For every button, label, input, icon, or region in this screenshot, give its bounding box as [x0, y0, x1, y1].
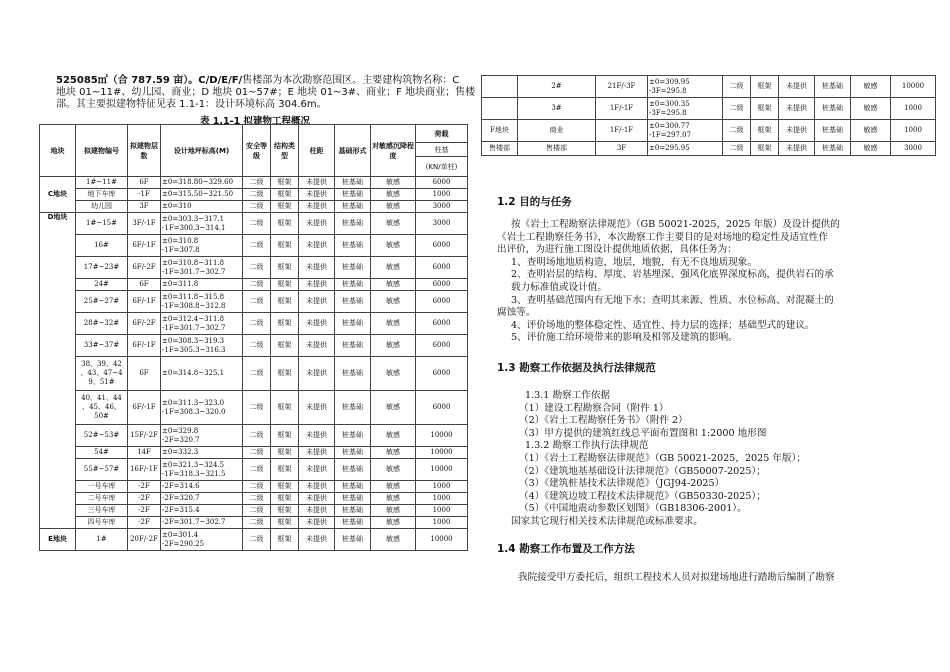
cell-floors: -2F [128, 505, 161, 517]
cell-span: 未提供 [299, 335, 335, 357]
cell-sens: 敏感 [371, 313, 416, 335]
cell-name: 2# [518, 76, 596, 98]
cell-struct: 框架 [751, 98, 779, 120]
cell-name: 三号车库 [76, 505, 128, 517]
cell-floors: -1F [128, 189, 161, 201]
cell-load: 6000 [416, 257, 468, 279]
cell-found: 桩基础 [335, 357, 371, 391]
cell-struct: 框架 [271, 313, 299, 335]
cell-grade: 二级 [243, 447, 271, 459]
cell-span: 未提供 [299, 505, 335, 517]
cell-floors: 6F/-1F [128, 391, 161, 425]
cell-name: 1# [76, 529, 128, 551]
cell-sens: 敏感 [371, 493, 416, 505]
intro-line-1: 售楼部为本次勘察范围区。主要建构筑物名称：C [242, 75, 460, 86]
cell-grade: 二级 [723, 142, 751, 156]
cell-elev: ±0=329.8 -2F=320.7 [161, 425, 243, 447]
cell-struct: 框架 [271, 357, 299, 391]
cell-span: 未提供 [299, 447, 335, 459]
cell-grade: 二级 [243, 291, 271, 313]
cell-struct: 框架 [271, 529, 299, 551]
cell-sens: 敏感 [851, 76, 891, 98]
cell-name: 一号车库 [76, 481, 128, 493]
section-1-2-line: 1、查明场地地质构造，地层，地貌，有无不良地质现象。 [511, 256, 757, 268]
cell-load: 6000 [416, 391, 468, 425]
cell-load: 3000 [416, 213, 468, 235]
cell-found: 桩基础 [335, 213, 371, 235]
section-1-3-line: （2）《建筑地基基础设计法律规范》（GB50007-2025）； [519, 465, 766, 477]
section-1-2-line: 载力标准值或设计值。 [511, 281, 607, 293]
cell-load: 6000 [416, 279, 468, 291]
cell-span: 未提供 [299, 481, 335, 493]
section-1-2-title: 1.2 目的与任务 [497, 196, 572, 208]
cell-grade: 二级 [243, 335, 271, 357]
cell-floors: 1F/-1F [596, 120, 648, 142]
cell-span: 未提供 [299, 529, 335, 551]
cell-sens: 敏感 [851, 120, 891, 142]
table-row [40, 459, 468, 481]
cell-span: 未提供 [779, 76, 815, 98]
cell-sens: 敏感 [371, 235, 416, 257]
table-row [40, 235, 468, 257]
cell-name: 33#~37# [76, 335, 128, 357]
cell-load: 1000 [416, 481, 468, 493]
cell-name: 16# [76, 235, 128, 257]
cell-struct: 框架 [271, 177, 299, 189]
cell-block: E地块 [40, 529, 76, 551]
section-1-3-body [497, 390, 907, 529]
cell-struct: 框架 [271, 291, 299, 313]
cell-found: 桩基础 [815, 120, 851, 142]
cell-load: 6000 [416, 313, 468, 335]
cell-found: 桩基础 [815, 76, 851, 98]
table-row [40, 177, 468, 189]
intro-line-2: 地块 01~11#、幼儿园、商业；D 地块 01~57#；E 地块 01~3#、商业；F 地块商业；售楼 [56, 87, 476, 98]
project-overview-table [39, 124, 468, 551]
table-row [40, 257, 468, 279]
cell-elev: ±0=308.3~319.3 -1F=305.3~316.3 [161, 335, 243, 357]
cell-grade: 二级 [723, 98, 751, 120]
cell-sens: 敏感 [371, 459, 416, 481]
cell-name: 52#~53# [76, 425, 128, 447]
cell-found: 桩基础 [335, 291, 371, 313]
cell-block [482, 98, 518, 120]
cell-elev: ±0=300.77 -1F=297.07 [648, 120, 723, 142]
cell-floors: 16F/-1F [128, 459, 161, 481]
cell-grade: 二级 [243, 279, 271, 291]
table-row [40, 313, 468, 335]
section-1-3-line: （2）《岩土工程勘察任务书》（附件 2） [519, 415, 688, 427]
cell-span: 未提供 [299, 291, 335, 313]
cell-span: 未提供 [299, 313, 335, 335]
cell-elev: ±0=321.3~324.5 -1F=318.3~321.5 [161, 459, 243, 481]
table-row [40, 481, 468, 493]
cell-span: 未提供 [299, 357, 335, 391]
section-1-3-line: （3）甲方提供的建筑红线总平面布置图和 1:2000 地形图 [519, 427, 767, 439]
cell-floors: 3F/-1F [128, 213, 161, 235]
cell-grade: 二级 [243, 189, 271, 201]
table-row [40, 529, 468, 551]
cell-struct: 框架 [271, 505, 299, 517]
cell-found: 桩基础 [335, 335, 371, 357]
section-1-3-line: 国家其它现行相关技术法律规范或标准要求。 [511, 515, 703, 527]
cell-floors: 6F/-2F [128, 313, 161, 335]
cell-struct: 框架 [271, 447, 299, 459]
cell-found: 桩基础 [335, 447, 371, 459]
cell-elev: ±0=295.95 [648, 142, 723, 156]
cell-struct: 框架 [271, 279, 299, 291]
cell-found: 桩基础 [335, 201, 371, 213]
cell-elev: ±0=310.8~311.8 -1F=301.7~302.7 [161, 257, 243, 279]
cell-load: 6000 [416, 177, 468, 189]
cell-elev: ±0=311.3~323.0 -1F=308.3~320.0 [161, 391, 243, 425]
cell-span: 未提供 [299, 201, 335, 213]
cell-name: 54# [76, 447, 128, 459]
cell-floors: 6F/-1F [128, 235, 161, 257]
cell-grade: 二级 [243, 201, 271, 213]
cell-name: 地下车库 [76, 189, 128, 201]
cell-struct: 框架 [271, 493, 299, 505]
cell-span: 未提供 [299, 517, 335, 529]
cell-block: D地块 [40, 213, 76, 529]
cell-name: 售楼部 [518, 142, 596, 156]
cell-grade: 二级 [243, 391, 271, 425]
intro-paragraph [56, 75, 482, 111]
cell-span: 未提供 [779, 98, 815, 120]
cell-load: 6000 [416, 291, 468, 313]
cell-sens: 敏感 [371, 529, 416, 551]
cell-name: 二号车库 [76, 493, 128, 505]
cell-grade: 二级 [243, 257, 271, 279]
cell-load: 10000 [416, 425, 468, 447]
cell-floors: 6F/-2F [128, 257, 161, 279]
section-1-2-line: 3、查明基础范围内有无地下水；查明其来源、性质、水位标高、对混凝土的 [511, 294, 834, 306]
cell-span: 未提供 [779, 120, 815, 142]
cell-floors: 20F/-2F [128, 529, 161, 551]
cell-name: 28#~32# [76, 313, 128, 335]
cell-grade: 二级 [723, 120, 751, 142]
cell-load: 1000 [416, 189, 468, 201]
table-row [40, 447, 468, 459]
cell-found: 桩基础 [335, 257, 371, 279]
cell-span: 未提供 [299, 235, 335, 257]
cell-name: 25#~27# [76, 291, 128, 313]
cell-sens: 敏感 [851, 98, 891, 120]
table-row [40, 335, 468, 357]
cell-span: 未提供 [299, 257, 335, 279]
section-1-2-line: 按《岩土工程勘察法律规范》（GB 50021-2025，2025 年版）及设计提供的 [511, 219, 840, 230]
header-name: 拟建物编号 [76, 125, 128, 177]
cell-name: 1#~11# [76, 177, 128, 189]
cell-load: 10000 [416, 529, 468, 551]
cell-found: 桩基础 [335, 517, 371, 529]
section-1-2-line: 腐蚀等。 [497, 307, 536, 319]
cell-grade: 二级 [243, 357, 271, 391]
cell-struct: 框架 [751, 76, 779, 98]
cell-span: 未提供 [299, 279, 335, 291]
cell-sens: 敏感 [371, 517, 416, 529]
cell-grade: 二级 [243, 493, 271, 505]
cell-found: 桩基础 [815, 142, 851, 156]
cell-name: 商业 [518, 120, 596, 142]
cell-struct: 框架 [271, 391, 299, 425]
cell-block: F地块 [482, 120, 518, 142]
section-1-3-line: 1.3.1 勘察工作依据 [525, 390, 611, 401]
header-sensitivity: 对敏感沉降程度 [371, 125, 416, 177]
cell-span: 未提供 [299, 493, 335, 505]
cell-name: 17#~23# [76, 257, 128, 279]
section-1-2-line: 4、评价场地的整体稳定性、适宜性、持力层的选择；基础型式的建议。 [511, 319, 815, 331]
cell-sens: 敏感 [371, 425, 416, 447]
table-caption: 表 1.1-1 拟建物工程概况 [200, 116, 310, 127]
cell-elev: ±0=301.4 -2F=290.25 [161, 529, 243, 551]
cell-found: 桩基础 [335, 493, 371, 505]
header-structure: 结构类型 [271, 125, 299, 177]
cell-floors: 15F/-2F [128, 425, 161, 447]
cell-elev: -2F=315.4 [161, 505, 243, 517]
cell-load: 10000 [891, 76, 936, 98]
cell-load: 6000 [416, 335, 468, 357]
cell-struct: 框架 [271, 335, 299, 357]
cell-struct: 框架 [751, 120, 779, 142]
cell-grade: 二级 [243, 529, 271, 551]
cell-grade: 二级 [243, 459, 271, 481]
cell-struct: 框架 [271, 459, 299, 481]
cell-load: 3000 [891, 142, 936, 156]
cell-struct: 框架 [271, 189, 299, 201]
cell-elev: ±0=332.3 [161, 447, 243, 459]
cell-elev: ±0=303.3~317.1 -1F=300.3~314.1 [161, 213, 243, 235]
cell-floors: 3F [128, 201, 161, 213]
cell-block: C地块 [40, 177, 76, 213]
cell-sens: 敏感 [371, 213, 416, 235]
header-span: 柱距 [299, 125, 335, 177]
table-row [40, 291, 468, 313]
cell-floors: 6F/-1F [128, 291, 161, 313]
header-grade: 安全等级 [243, 125, 271, 177]
cell-name: 幼儿园 [76, 201, 128, 213]
intro-area: 525085㎡（合 787.59 亩）。C/D/E/F/ [56, 75, 243, 86]
cell-struct: 框架 [271, 425, 299, 447]
cell-sens: 敏感 [371, 279, 416, 291]
cell-elev: ±0=315.50~321.50 [161, 189, 243, 201]
cell-elev: ±0=300.35 -3F=295.8 [648, 98, 723, 120]
cell-found: 桩基础 [335, 313, 371, 335]
cell-floors: 6F [128, 279, 161, 291]
table-row [40, 201, 468, 213]
cell-elev: ±0=310.8 -1F=307.8 [161, 235, 243, 257]
project-overview-table-cont [481, 75, 936, 156]
cell-found: 桩基础 [335, 177, 371, 189]
cell-struct: 框架 [271, 213, 299, 235]
cell-floors: 21F/-3F [596, 76, 648, 98]
cell-found: 桩基础 [335, 459, 371, 481]
cell-elev: ±0=309.95 -3F=295.8 [648, 76, 723, 98]
cell-sens: 敏感 [371, 177, 416, 189]
header-foundation: 基础形式 [335, 125, 371, 177]
cell-load: 3000 [416, 201, 468, 213]
cell-floors: -2F [128, 517, 161, 529]
cell-found: 桩基础 [815, 98, 851, 120]
cell-found: 桩基础 [335, 391, 371, 425]
cell-name: 3# [518, 98, 596, 120]
cell-struct: 框架 [271, 235, 299, 257]
cell-sens: 敏感 [371, 201, 416, 213]
header-load-sub: 柱基 [416, 143, 468, 157]
cell-span: 未提供 [299, 391, 335, 425]
cell-elev: -2F=320.7 [161, 493, 243, 505]
cell-load: 1000 [416, 505, 468, 517]
section-1-2-body [497, 219, 907, 345]
cell-grade: 二级 [243, 517, 271, 529]
section-1-3-line: （4）《建筑边坡工程技术法律规范》（GB50330-2025）； [519, 490, 766, 502]
header-floors: 拟建物层数 [128, 125, 161, 177]
table-row [40, 279, 468, 291]
cell-found: 桩基础 [335, 425, 371, 447]
cell-sens: 敏感 [371, 505, 416, 517]
cell-load: 6000 [416, 357, 468, 391]
table-row [482, 120, 936, 142]
cell-sens: 敏感 [371, 189, 416, 201]
cell-elev: ±0=314.8~325.1 [161, 357, 243, 391]
table-row [482, 76, 936, 98]
cell-name: 38、39、42 、43、47~4 9、51# [76, 357, 128, 391]
cell-struct: 框架 [271, 481, 299, 493]
table-row [40, 357, 468, 391]
cell-elev: ±0=318.80~329.60 [161, 177, 243, 189]
header-load: 荷载 [416, 125, 468, 143]
cell-load: 6000 [416, 235, 468, 257]
cell-elev: ±0=310 [161, 201, 243, 213]
cell-elev: ±0=311.8~315.8 -1F=308.8~312.8 [161, 291, 243, 313]
cell-floors: -2F [128, 493, 161, 505]
cell-floors: 3F [596, 142, 648, 156]
section-1-2-line: 2、查明岩层的结构、厚度、岩基埋深、强风化底界深度标高，提供岩石的承 [511, 269, 834, 281]
cell-block [482, 76, 518, 98]
table-row [40, 391, 468, 425]
section-1-2-line: 《岩土工程勘察任务书》，本次勘察工作主要目的是对场地的稳定性及适宜性作 [497, 231, 828, 243]
cell-sens: 敏感 [371, 335, 416, 357]
cell-sens: 敏感 [371, 357, 416, 391]
cell-elev: ±0=312.4~311.8 -1F=301.7~302.7 [161, 313, 243, 335]
cell-found: 桩基础 [335, 279, 371, 291]
cell-sens: 敏感 [371, 257, 416, 279]
cell-floors: 14F [128, 447, 161, 459]
cell-elev: -2F=314.6 [161, 481, 243, 493]
cell-struct: 框架 [271, 201, 299, 213]
cell-load: 1000 [891, 120, 936, 142]
cell-grade: 二级 [243, 481, 271, 493]
cell-sens: 敏感 [371, 447, 416, 459]
cell-grade: 二级 [243, 313, 271, 335]
cell-elev: -2F=301.7~302.7 [161, 517, 243, 529]
section-1-4-title: 1.4 勘察工作布置及工作方法 [497, 543, 635, 555]
cell-span: 未提供 [299, 213, 335, 235]
cell-found: 桩基础 [335, 505, 371, 517]
table-row [40, 189, 468, 201]
cell-grade: 二级 [243, 235, 271, 257]
section-1-4-line-1: 我院接受甲方委托后，组织工程技术人员对拟建场地进行踏勘后编制了勘察 [518, 572, 835, 583]
header-block: 地块 [40, 125, 76, 177]
cell-name: 55#~57# [76, 459, 128, 481]
section-1-3-line: （1）建设工程勘察合同（附件 1） [519, 402, 669, 414]
cell-found: 桩基础 [335, 481, 371, 493]
section-1-3-line: （5）《中国地震动参数区划图》（GB18306-2001）。 [519, 503, 747, 515]
cell-sens: 敏感 [371, 291, 416, 313]
intro-line-3: 部。其主要拟建物特征见表 1.1-1：设计环境标高 304.6m。 [56, 99, 327, 110]
cell-name: 1#~15# [76, 213, 128, 235]
cell-struct: 框架 [751, 142, 779, 156]
table-row [40, 505, 468, 517]
cell-name: 24# [76, 279, 128, 291]
cell-floors: -2F [128, 481, 161, 493]
header-elevation: 设计地坪标高(M) [161, 125, 243, 177]
cell-floors: 6F/-1F [128, 335, 161, 357]
cell-span: 未提供 [779, 142, 815, 156]
cell-found: 桩基础 [335, 529, 371, 551]
cell-load: 10000 [416, 459, 468, 481]
cell-struct: 框架 [271, 257, 299, 279]
cell-grade: 二级 [243, 505, 271, 517]
cell-sens: 敏感 [371, 481, 416, 493]
cell-span: 未提供 [299, 425, 335, 447]
cell-grade: 二级 [243, 177, 271, 189]
table-row [482, 142, 936, 156]
cell-found: 桩基础 [335, 189, 371, 201]
cell-found: 桩基础 [335, 235, 371, 257]
cell-grade: 二级 [243, 213, 271, 235]
section-1-3-line: （3）《建筑桩基技术法律规范》（JGJ94-2025） [519, 478, 725, 490]
cell-floors: 6F [128, 357, 161, 391]
section-1-2-line: 5、评价施工给环境带来的影响及相邻及建筑的影响。 [511, 332, 738, 344]
cell-elev: ±0=311.8 [161, 279, 243, 291]
section-1-3-line: 1.3.2 勘察工作执行法律规范 [525, 440, 649, 452]
cell-load: 1000 [416, 493, 468, 505]
cell-load: 1000 [891, 98, 936, 120]
cell-sens: 敏感 [851, 142, 891, 156]
table-row [40, 517, 468, 529]
cell-grade: 二级 [243, 425, 271, 447]
cell-load: 1000 [416, 517, 468, 529]
cell-grade: 二级 [723, 76, 751, 98]
table-row [40, 213, 468, 235]
cell-span: 未提供 [299, 459, 335, 481]
cell-floors: 1F/-1F [596, 98, 648, 120]
table-row [482, 98, 936, 120]
section-1-3-title: 1.3 勘察工作依据及执行法律规范 [497, 362, 656, 374]
section-1-2-line: 出评价，为进行施工图设计提供地质依据，具体任务为： [497, 244, 737, 256]
header-load-unit: (KN/单柱) [416, 157, 468, 177]
cell-floors: 6F [128, 177, 161, 189]
cell-sens: 敏感 [371, 391, 416, 425]
section-1-3-line: （1）《岩土工程勘察法律规范》（GB 50021-2025，2025 年版）； [519, 452, 806, 464]
cell-struct: 框架 [271, 517, 299, 529]
table-row [40, 425, 468, 447]
table-row [40, 493, 468, 505]
cell-span: 未提供 [299, 189, 335, 201]
cell-load: 10000 [416, 447, 468, 459]
cell-span: 未提供 [299, 177, 335, 189]
cell-name: 40、41、44 、45、46、 50# [76, 391, 128, 425]
cell-block: 售楼部 [482, 142, 518, 156]
cell-name: 四号车库 [76, 517, 128, 529]
